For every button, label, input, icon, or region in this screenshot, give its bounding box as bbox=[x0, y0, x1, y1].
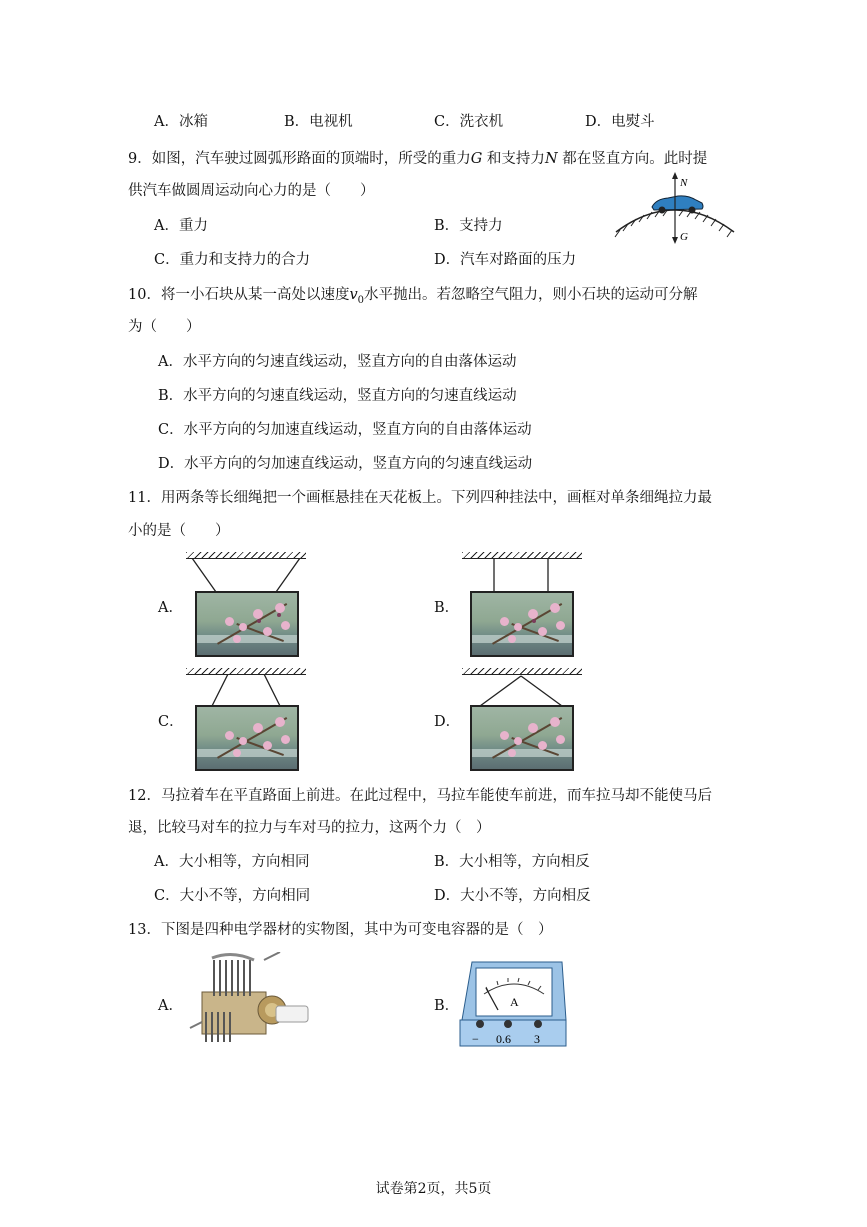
q10-option-d: D．水平方向的匀加速直线运动，竖直方向的匀速直线运动 bbox=[158, 456, 533, 472]
q10-stem-line2: 为（ ） bbox=[128, 319, 201, 335]
q11-a-ropes bbox=[186, 558, 306, 594]
q11-stem-line2: 小的是（ ） bbox=[128, 523, 230, 539]
q12-stem-line2: 退，比较马对车的拉力与车对马的拉力，这两个力（ ） bbox=[128, 820, 491, 836]
q10-option-b: B．水平方向的匀速直线运动，竖直方向的匀速直线运动 bbox=[158, 388, 517, 404]
q10-option-c: C．水平方向的匀加速直线运动，竖直方向的自由落体运动 bbox=[158, 422, 532, 438]
q11-label-b: B． bbox=[434, 600, 460, 616]
q8-option-d: D．电熨斗 bbox=[585, 114, 655, 130]
q11-d-picture-frame bbox=[470, 705, 574, 771]
q10-option-a: A．水平方向的匀速直线运动，竖直方向的自由落体运动 bbox=[158, 354, 517, 370]
q9-option-b: B．支持力 bbox=[434, 218, 503, 234]
q12-option-c: C．大小不等，方向相同 bbox=[154, 888, 311, 904]
q8-option-a: A．冰箱 bbox=[154, 114, 208, 130]
q12-option-d: D．大小不等，方向相反 bbox=[434, 888, 591, 904]
q12-option-a: A．大小相等，方向相同 bbox=[154, 854, 310, 870]
meter-letter: A bbox=[510, 995, 519, 1009]
terminal-neg: − bbox=[472, 1032, 479, 1046]
ammeter-image bbox=[458, 958, 568, 1048]
q9-car-figure bbox=[612, 170, 738, 244]
q11-b-picture-frame bbox=[470, 591, 574, 657]
q8-option-c: C．洗衣机 bbox=[434, 114, 504, 130]
q12-option-b: B．大小相等，方向相反 bbox=[434, 854, 590, 870]
force-n-label: N bbox=[680, 177, 688, 189]
q11-label-d: D． bbox=[434, 714, 461, 730]
terminal-3: 3 bbox=[534, 1032, 540, 1046]
q8-option-b: B．电视机 bbox=[284, 114, 353, 130]
q12-stem-line1: 12．马拉着车在平直路面上前进。在此过程中，马拉车能使车前进，而车拉马却不能使马后 bbox=[128, 788, 712, 804]
q9-option-d: D．汽车对路面的压力 bbox=[434, 252, 577, 268]
q9-option-a: A．重力 bbox=[154, 218, 208, 234]
terminal-06: 0.6 bbox=[496, 1032, 511, 1046]
q11-a-picture-frame bbox=[195, 591, 299, 657]
q11-stem-line1: 11．用两条等长细绳把一个画框悬挂在天花板上。下列四种挂法中，画框对单条细绳拉力最 bbox=[128, 490, 712, 506]
variable-capacitor-image bbox=[184, 952, 310, 1052]
q11-c-picture-frame bbox=[195, 705, 299, 771]
q9-stem-line2: 供汽车做圆周运动向心力的是（ ） bbox=[128, 183, 375, 199]
q9-stem-line1: 9．如图，汽车驶过圆弧形路面的顶端时，所受的重力G 和支持力N 都在竖直方向。此时提 bbox=[128, 151, 708, 167]
page-footer: 试卷第2页，共5页 bbox=[375, 1181, 492, 1197]
q13-label-b: B． bbox=[434, 998, 460, 1014]
q10-stem-line1: 10．将一小石块从某一高处以速度$v_0$水平抛出。若忽略空气阻力，则小石块的运动可分解 bbox=[128, 287, 698, 306]
q13-stem: 13．下图是四种电学器材的实物图，其中为可变电容器的是（ ） bbox=[128, 922, 553, 938]
q9-option-c: C．重力和支持力的合力 bbox=[154, 252, 311, 268]
q11-b-ropes bbox=[462, 558, 582, 594]
q11-label-c: C． bbox=[158, 714, 184, 730]
q13-label-a: A． bbox=[158, 998, 183, 1014]
q11-label-a: A． bbox=[158, 600, 183, 616]
q11-d-ropes bbox=[462, 674, 582, 708]
q11-c-ropes bbox=[186, 674, 306, 708]
force-g-label: G bbox=[680, 231, 688, 243]
